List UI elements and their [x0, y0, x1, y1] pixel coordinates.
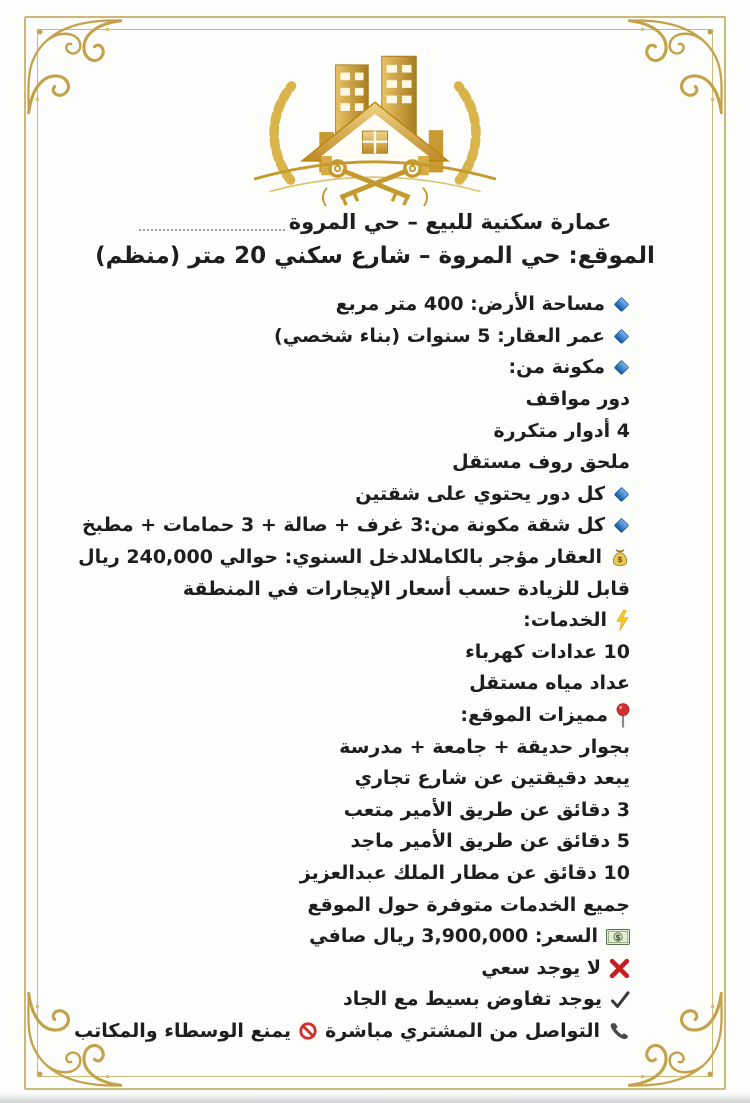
red-cross-icon [609, 958, 630, 979]
money-bag-icon [610, 547, 630, 568]
list-item-text: جميع الخدمات متوفرة حول الموقع [307, 893, 630, 916]
list-item [60, 321, 630, 353]
svg-text:$: $ [615, 932, 621, 942]
list-item-text: كل شقة مكونة من:3 غرف + صالة + 3 حمامات + مطبخ [81, 514, 605, 537]
list-item [60, 858, 630, 890]
list-item-text: 10 دقائق عن مطار الملك عبدالعزيز [299, 861, 630, 884]
list-item-text: السعر: 3,900,000 ريال صافي [309, 925, 598, 948]
details-list [40, 289, 710, 1047]
list-item [60, 795, 630, 827]
list-item [60, 352, 630, 384]
list-item [60, 826, 630, 858]
list-item-text: يبعد دقيقتين عن شارع تجاري [354, 767, 630, 790]
title-dotted-leader [139, 217, 285, 231]
pushpin-icon [616, 703, 630, 729]
list-item [60, 479, 630, 511]
list-item-text: دور مواقف [525, 388, 630, 411]
blue-diamond-icon [613, 328, 630, 345]
list-item-text: عمر العقار: 5 سنوات (بناء شخصي) [274, 324, 605, 347]
company-logo [40, 38, 710, 208]
svg-text:$: $ [617, 555, 623, 565]
blue-diamond-icon [613, 296, 630, 313]
list-item-text: كل دور يحتوي على شقتين [355, 482, 605, 505]
list-item [60, 447, 630, 479]
list-item [60, 700, 630, 732]
list-item-text: 10 عدادات كهرباء [465, 640, 630, 663]
list-item-text: عداد مياه مستقل [469, 672, 630, 695]
list-item [60, 763, 630, 795]
list-item-text: مساحة الأرض: 400 متر مربع [335, 293, 605, 316]
list-item-text: 5 دقائق عن طريق الأمير ماجد [350, 830, 630, 853]
list-item [60, 289, 630, 321]
list-item [60, 731, 630, 763]
list-item [60, 510, 630, 542]
list-item-text: العقار مؤجر بالكاملالدخل السنوي: حوالي 240,000 ريال [78, 546, 602, 569]
list-item-text: 3 دقائق عن طريق الأمير متعب [343, 798, 630, 821]
blue-diamond-icon [613, 359, 630, 376]
banknote-icon [606, 929, 630, 945]
list-item-text: ملحق روف مستقل [452, 451, 630, 474]
no-entry-icon [299, 1022, 317, 1040]
list-item-text: قابل للزيادة حسب أسعار الإيجارات في المنطقة [182, 577, 630, 600]
list-item-text: مكونة من: [508, 356, 605, 379]
list-item [60, 984, 630, 1016]
list-item-text: يمنع الوسطاء والمكاتب [74, 1019, 292, 1042]
list-item [60, 573, 630, 605]
list-item [60, 952, 630, 984]
list-item [60, 889, 630, 921]
checkmark-icon [610, 991, 630, 1009]
lightning-icon [615, 610, 630, 631]
list-item-text: 4 أدوار متكررة [493, 419, 630, 442]
list-item [60, 605, 630, 637]
phone-icon [608, 1020, 630, 1042]
list-item-text: مميزات الموقع: [460, 704, 608, 727]
list-item-text: بجوار حديقة + جامعة + مدرسة [339, 735, 630, 758]
location-line: الموقع: حي المروة – شارع سكني 20 متر (منظم) [95, 243, 655, 269]
list-item [60, 668, 630, 700]
list-item [60, 637, 630, 669]
list-item-text: الخدمات: [523, 609, 607, 632]
title-row [40, 210, 710, 234]
list-item [60, 415, 630, 447]
list-item [60, 921, 630, 953]
list-item [60, 542, 630, 574]
list-item [60, 384, 630, 416]
flyer-content [40, 38, 710, 1073]
list-item [60, 1016, 630, 1048]
list-item-text: التواصل من المشتري مباشرة [325, 1019, 600, 1042]
list-item-text: لا يوجد سعي [481, 956, 601, 979]
list-item-text: يوجد تفاوض بسيط مع الجاد [342, 988, 602, 1011]
blue-diamond-icon [613, 486, 630, 503]
page-title: عمارة سكنية للبيع – حي المروة [288, 210, 612, 234]
real-estate-emblem-icon [239, 38, 511, 206]
blue-diamond-icon [613, 517, 630, 534]
